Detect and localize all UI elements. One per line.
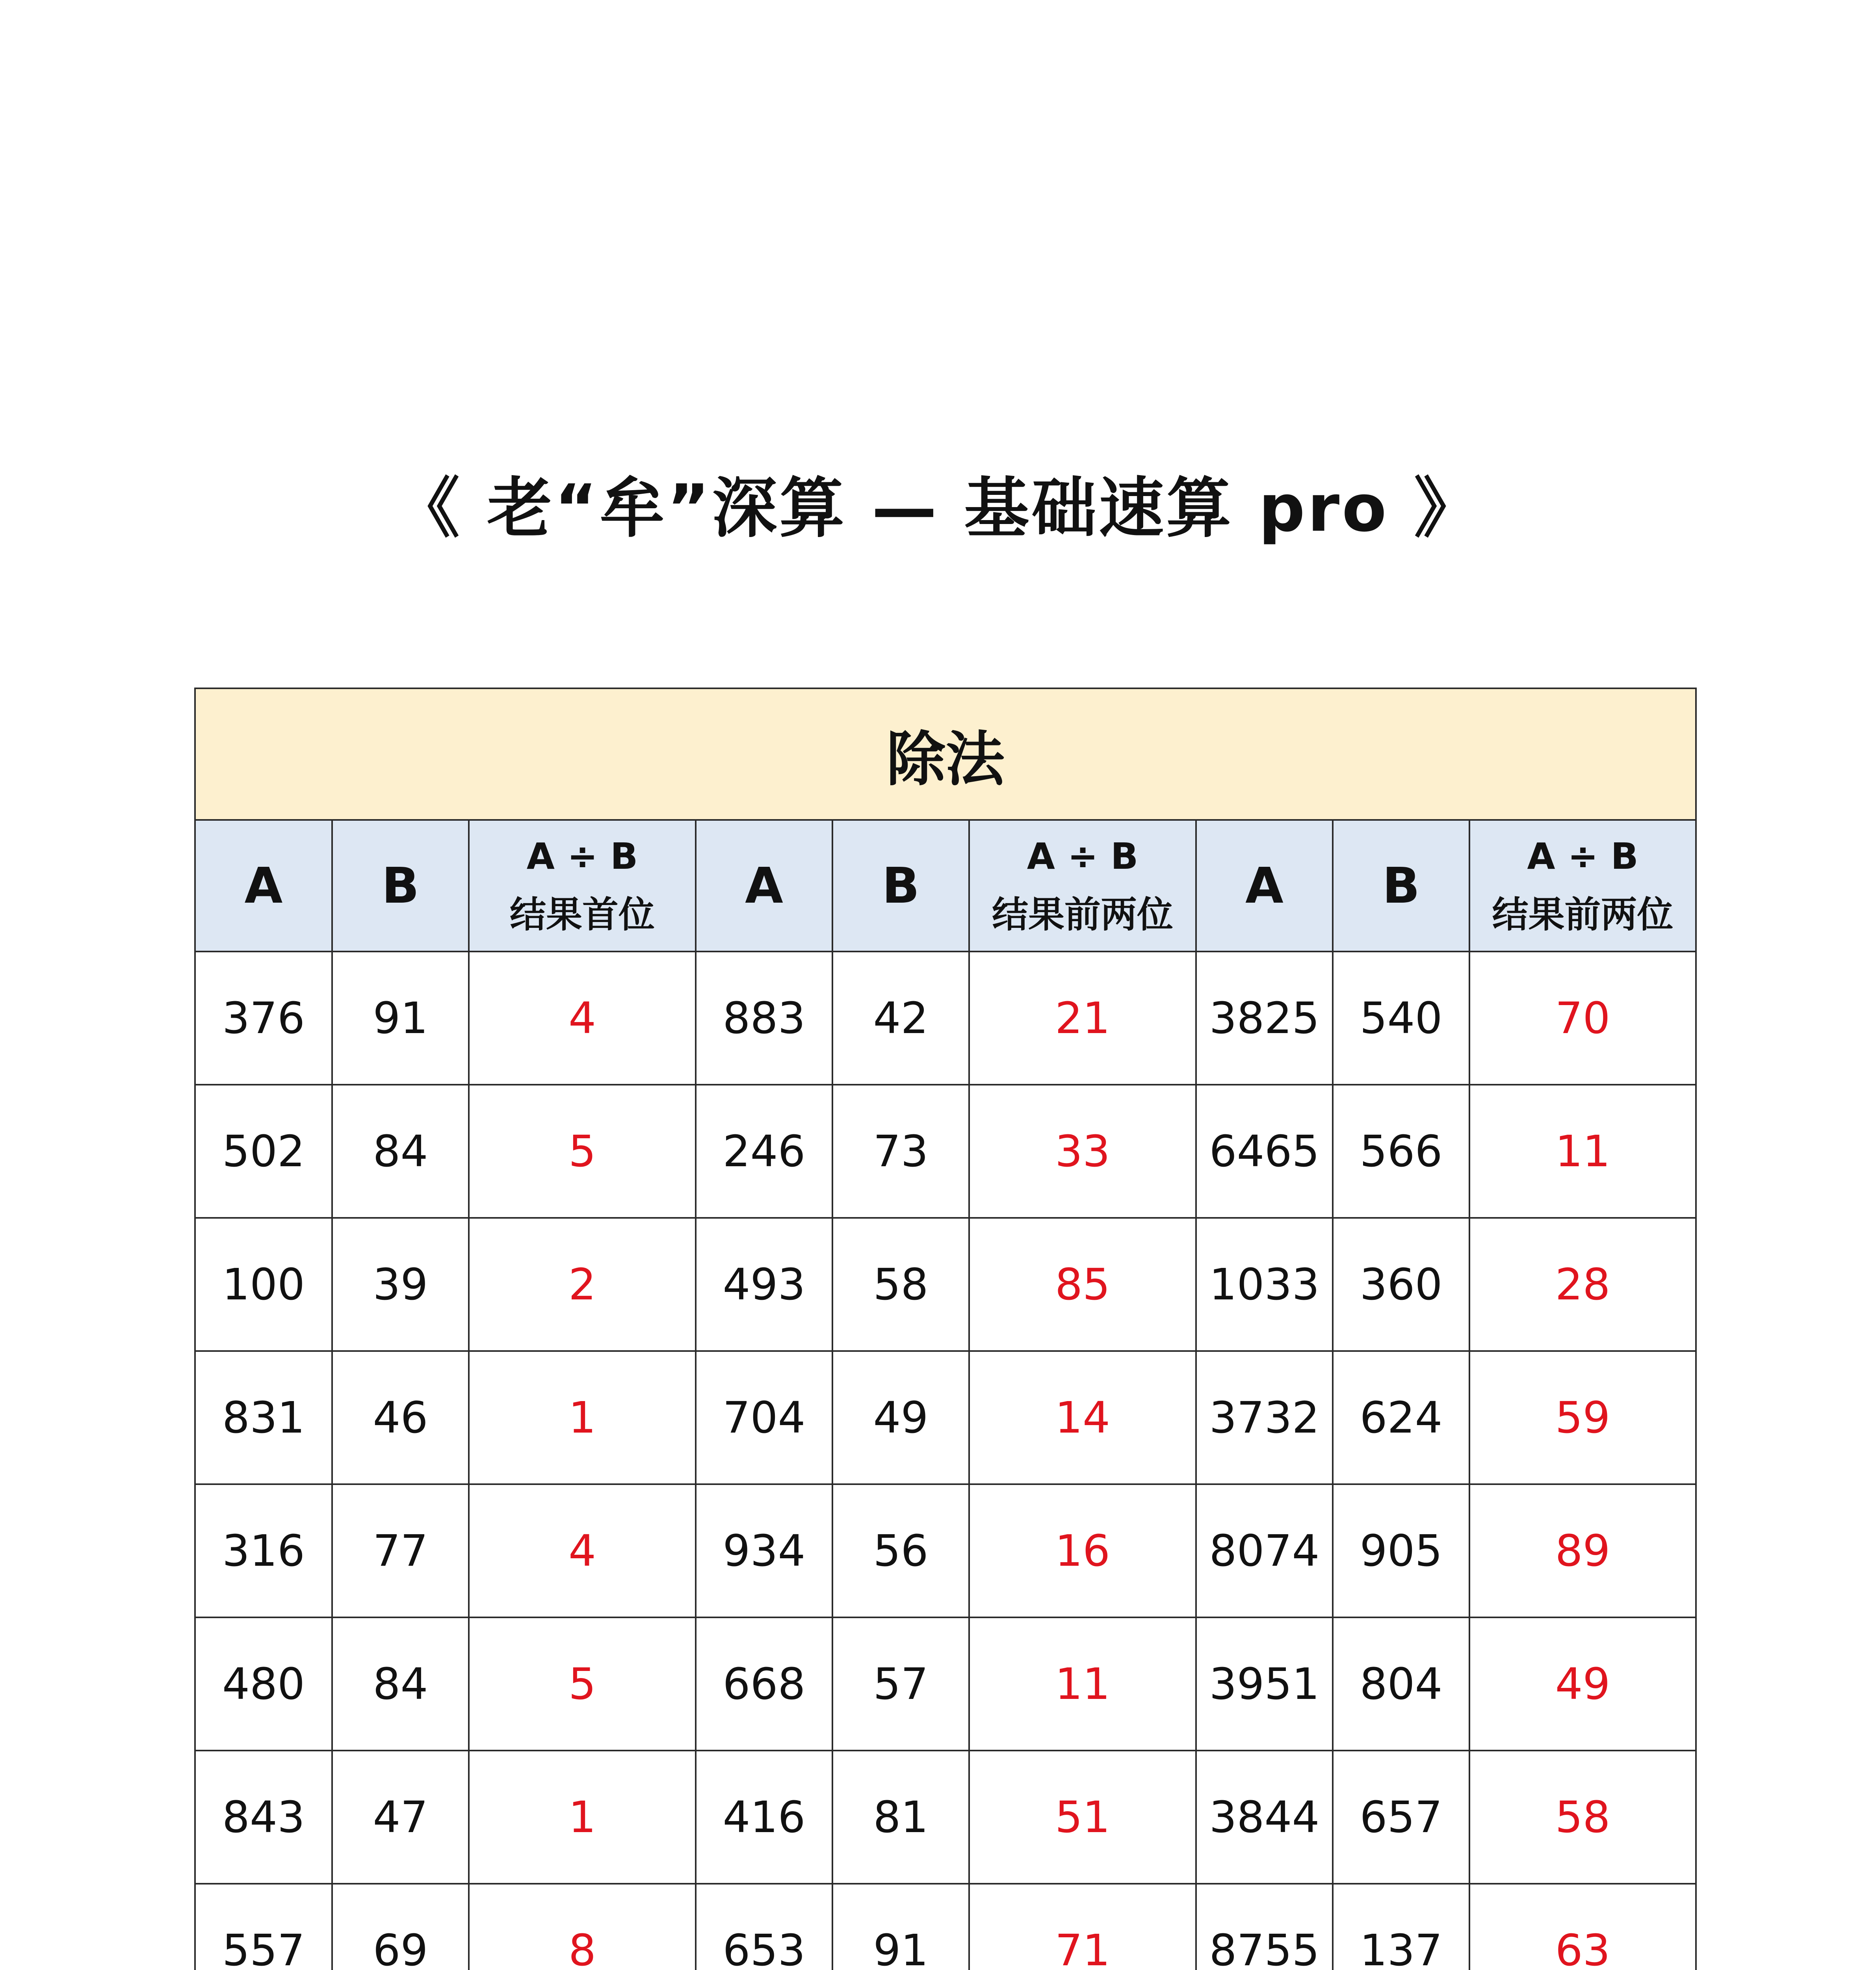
dividend-cell: 316 [195, 1484, 332, 1617]
table-row [195, 1617, 1696, 1751]
result-cell: 85 [969, 1218, 1196, 1351]
result-cell: 58 [1469, 1751, 1696, 1884]
header-result-label: 结果前两位 [992, 894, 1173, 936]
result-cell: 70 [1469, 952, 1696, 1085]
header-result-label: 结果前两位 [1492, 894, 1674, 936]
column-header-a: A [1196, 820, 1333, 952]
divisor-cell: 804 [1333, 1617, 1469, 1751]
result-cell: 28 [1469, 1218, 1696, 1351]
table-row [195, 1351, 1696, 1484]
divisor-cell: 91 [332, 952, 469, 1085]
column-header-result [469, 820, 696, 952]
divisor-cell: 91 [832, 1884, 969, 1970]
result-cell: 21 [969, 952, 1196, 1085]
divisor-cell: 57 [832, 1617, 969, 1751]
result-cell: 63 [1469, 1884, 1696, 1970]
result-cell: 4 [469, 952, 696, 1085]
divisor-cell: 56 [832, 1484, 969, 1617]
divisor-cell: 84 [332, 1085, 469, 1218]
dividend-cell: 3844 [1196, 1751, 1333, 1884]
result-cell: 5 [469, 1085, 696, 1218]
result-cell: 8 [469, 1884, 696, 1970]
divisor-cell: 46 [332, 1351, 469, 1484]
result-cell: 5 [469, 1617, 696, 1751]
result-cell: 51 [969, 1751, 1196, 1884]
divisor-cell: 39 [332, 1218, 469, 1351]
result-cell: 1 [469, 1351, 696, 1484]
dividend-cell: 480 [195, 1617, 332, 1751]
divisor-cell: 905 [1333, 1484, 1469, 1617]
dividend-cell: 493 [696, 1218, 832, 1351]
divisor-cell: 73 [832, 1085, 969, 1218]
table-row [195, 1884, 1696, 1970]
divisor-cell: 137 [1333, 1884, 1469, 1970]
result-cell: 49 [1469, 1617, 1696, 1751]
divisor-cell: 540 [1333, 952, 1469, 1085]
result-cell: 33 [969, 1085, 1196, 1218]
result-cell: 59 [1469, 1351, 1696, 1484]
dividend-cell: 416 [696, 1751, 832, 1884]
dividend-cell: 8074 [1196, 1484, 1333, 1617]
column-header-a: A [696, 820, 832, 952]
result-cell: 14 [969, 1351, 1196, 1484]
column-header-b: B [1333, 820, 1469, 952]
header-operation: A ÷ B [526, 835, 638, 877]
column-header-result [1469, 820, 1696, 952]
result-cell: 1 [469, 1751, 696, 1884]
result-cell: 2 [469, 1218, 696, 1351]
column-header-a: A [195, 820, 332, 952]
table-row [195, 1751, 1696, 1884]
dividend-cell: 704 [696, 1351, 832, 1484]
dividend-cell: 883 [696, 952, 832, 1085]
table-row [195, 1218, 1696, 1351]
result-cell: 11 [1469, 1085, 1696, 1218]
dividend-cell: 3732 [1196, 1351, 1333, 1484]
divisor-cell: 84 [332, 1617, 469, 1751]
header-result-label: 结果首位 [509, 894, 655, 936]
dividend-cell: 8755 [1196, 1884, 1333, 1970]
header-operation: A ÷ B [1527, 835, 1638, 877]
section-title: 除法 [195, 688, 1696, 820]
result-cell: 4 [469, 1484, 696, 1617]
divisor-cell: 42 [832, 952, 969, 1085]
divisor-cell: 360 [1333, 1218, 1469, 1351]
column-header-b: B [332, 820, 469, 952]
dividend-cell: 934 [696, 1484, 832, 1617]
result-cell: 11 [969, 1617, 1196, 1751]
header-operation: A ÷ B [1027, 835, 1139, 877]
dividend-cell: 3951 [1196, 1617, 1333, 1751]
dividend-cell: 376 [195, 952, 332, 1085]
divisor-cell: 69 [332, 1884, 469, 1970]
dividend-cell: 557 [195, 1884, 332, 1970]
dividend-cell: 831 [195, 1351, 332, 1484]
dividend-cell: 502 [195, 1085, 332, 1218]
table-row [195, 1484, 1696, 1617]
dividend-cell: 668 [696, 1617, 832, 1751]
dividend-cell: 653 [696, 1884, 832, 1970]
table-body [195, 952, 1696, 1970]
divisor-cell: 566 [1333, 1085, 1469, 1218]
column-header-b: B [832, 820, 969, 952]
dividend-cell: 246 [696, 1085, 832, 1218]
dividend-cell: 6465 [1196, 1085, 1333, 1218]
divisor-cell: 657 [1333, 1751, 1469, 1884]
table-row [195, 1085, 1696, 1218]
divisor-cell: 81 [832, 1751, 969, 1884]
dividend-cell: 100 [195, 1218, 332, 1351]
divisor-cell: 624 [1333, 1351, 1469, 1484]
dividend-cell: 843 [195, 1751, 332, 1884]
result-cell: 71 [969, 1884, 1196, 1970]
divisor-cell: 58 [832, 1218, 969, 1351]
division-practice-table [194, 688, 1697, 1970]
page-title: 《 老“牟”深算 — 基础速算 pro 》 [395, 470, 1481, 546]
table-row [195, 952, 1696, 1085]
dividend-cell: 3825 [1196, 952, 1333, 1085]
divisor-cell: 77 [332, 1484, 469, 1617]
divisor-cell: 47 [332, 1751, 469, 1884]
dividend-cell: 1033 [1196, 1218, 1333, 1351]
divisor-cell: 49 [832, 1351, 969, 1484]
result-cell: 89 [1469, 1484, 1696, 1617]
result-cell: 16 [969, 1484, 1196, 1617]
column-header-result [969, 820, 1196, 952]
